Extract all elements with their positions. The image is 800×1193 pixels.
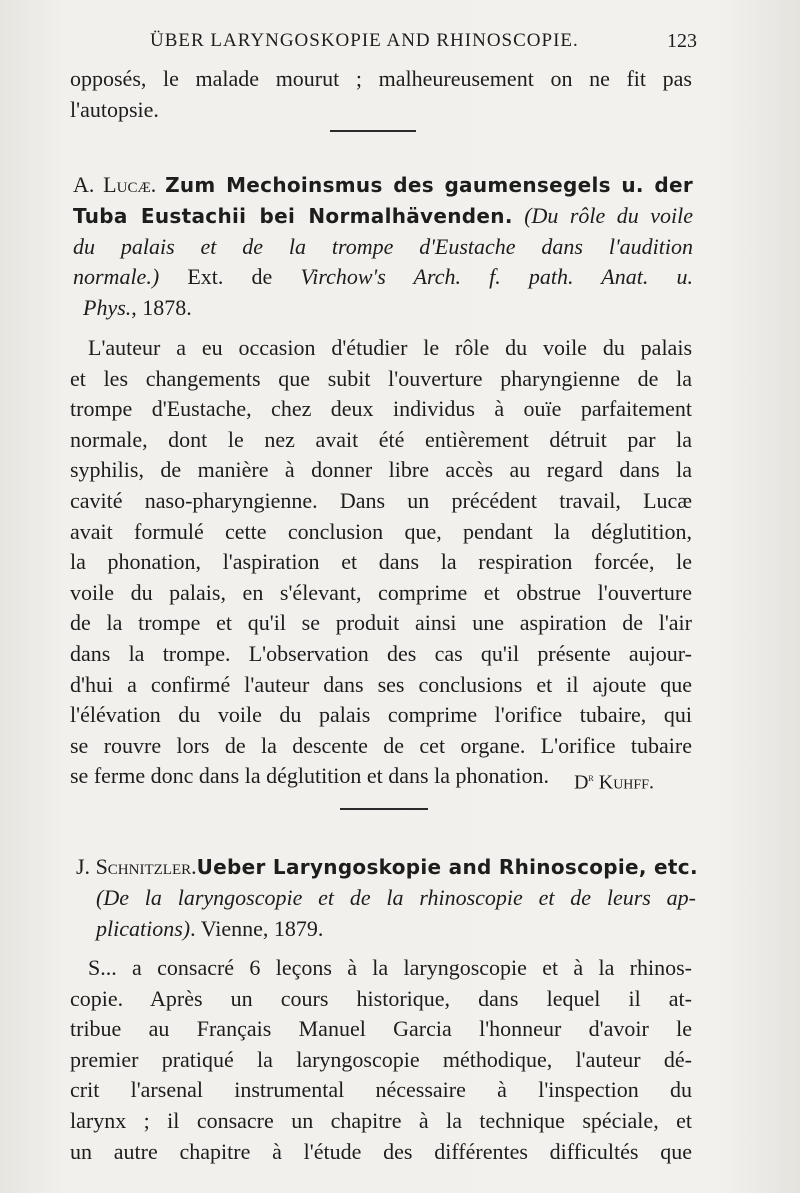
source-journal: Phys. — [83, 295, 132, 321]
article-title: Zum Mechoinsmus des gaumensegels u. der — [165, 173, 694, 197]
text-line: copie. Après un cours historique, dans lequel il at- — [70, 985, 692, 1011]
title-translation: (De la laryngoscopie et de la rhinoscopie et de leurs ap- — [96, 884, 696, 910]
article-title: Tuba Eustachii bei Normalhävenden. — [73, 203, 513, 228]
entry-body — [70, 333, 692, 792]
heading-line — [73, 201, 693, 232]
page-number: 123 — [667, 30, 697, 52]
author-initial: J. — [76, 854, 91, 879]
signature: $D^r$ Kuhff. — [573, 770, 654, 794]
text-line: crit l'arsenal instrumental nécessaire à l'inspection du — [70, 1077, 692, 1103]
article-title: Ueber Laryngoskopie and Rhinoscopie, etc. — [196, 855, 698, 879]
text-line: premier pratiqué la laryngoscopie méthodique, l'auteur dé- — [70, 1046, 692, 1072]
source-journal: Virchow's Arch. f. path. Anat. u. — [300, 264, 693, 290]
entry-heading — [73, 170, 693, 324]
title-translation: normale.) — [73, 264, 160, 290]
text-line: L'auteur a eu occasion d'étudier le rôle du voile du palais — [88, 335, 692, 360]
continuation-paragraph — [70, 64, 692, 125]
heading-line — [73, 262, 693, 293]
text-line: larynx ; il consacre un chapitre à la technique spéciale, et — [70, 1107, 692, 1133]
heading-line — [73, 293, 693, 324]
source-year: , 1878. — [131, 295, 192, 321]
text-line: syphilis, de manière à donner libre accès au regard dans la — [70, 457, 692, 483]
entry-body — [70, 953, 692, 1167]
heading-line — [76, 883, 696, 914]
heading-line — [73, 232, 693, 263]
text-line: dans la trompe. L'observation des cas qu'il présente aujour- — [70, 640, 692, 666]
section-divider — [340, 808, 428, 810]
author-name: Lucæ. — [103, 172, 157, 197]
source-info: . Vienne, 1879. — [190, 915, 324, 941]
text-line: se rouvre lors de la descente de cet organe. L'orifice tubaire — [70, 732, 692, 758]
text-line: se ferme donc dans la déglutition et dans la phonation. — [70, 763, 549, 789]
text-line: l'élévation du voile du palais comprime l'orifice tubaire, qui — [70, 702, 692, 728]
running-head: ÜBER LARYNGOSKOPIE AND RHINOSCOPIE. — [150, 30, 579, 51]
author-name: Schnitzler. — [95, 854, 197, 879]
section-divider — [330, 130, 416, 132]
text-line: la phonation, l'aspiration et dans la respiration forcée, le — [70, 549, 692, 575]
text-line: tribue au Français Manuel Garcia l'honneur d'avoir le — [70, 1016, 692, 1042]
heading-line — [73, 170, 693, 201]
text-line: opposés, le malade mourut ; malheureusement on ne fit pas — [70, 66, 692, 91]
text-line: un autre chapitre à l'étude des différentes difficultés que — [70, 1138, 692, 1164]
entry-heading — [76, 852, 696, 944]
source-prefix: Ext. de — [187, 264, 273, 290]
text-line: voile du palais, en s'élevant, comprime et obstrue l'ouverture — [70, 579, 692, 605]
text-line: l'autopsie. — [70, 96, 159, 122]
heading-line — [76, 914, 696, 945]
title-translation: (Du rôle du voile — [524, 202, 693, 228]
title-translation: plications) — [96, 915, 191, 941]
author-initial: A. — [73, 172, 95, 197]
text-line: de la trompe et qu'il se produit ainsi une aspiration de l'air — [70, 610, 692, 636]
text-line: normale, dont le nez avait été entièrement détruit par la — [70, 426, 692, 452]
heading-line — [76, 852, 696, 883]
title-translation: du palais et de la trompe d'Eustache dans l'audition — [73, 233, 693, 259]
text-line: d'hui a confirmé l'auteur dans ses conclusions et il ajoute que — [70, 671, 692, 697]
text-line: avait formulé cette conclusion que, pendant la déglutition, — [70, 518, 692, 544]
text-line: cavité naso-pharyngienne. Dans un précédent travail, Lucæ — [70, 487, 692, 513]
text-line: S... a consacré 6 leçons à la laryngoscopie et à la rhinos- — [88, 955, 692, 980]
text-line: trompe d'Eustache, chez deux individus à ouïe parfaitement — [70, 396, 692, 422]
text-line: et les changements que subit l'ouverture pharyngienne de la — [70, 365, 692, 391]
